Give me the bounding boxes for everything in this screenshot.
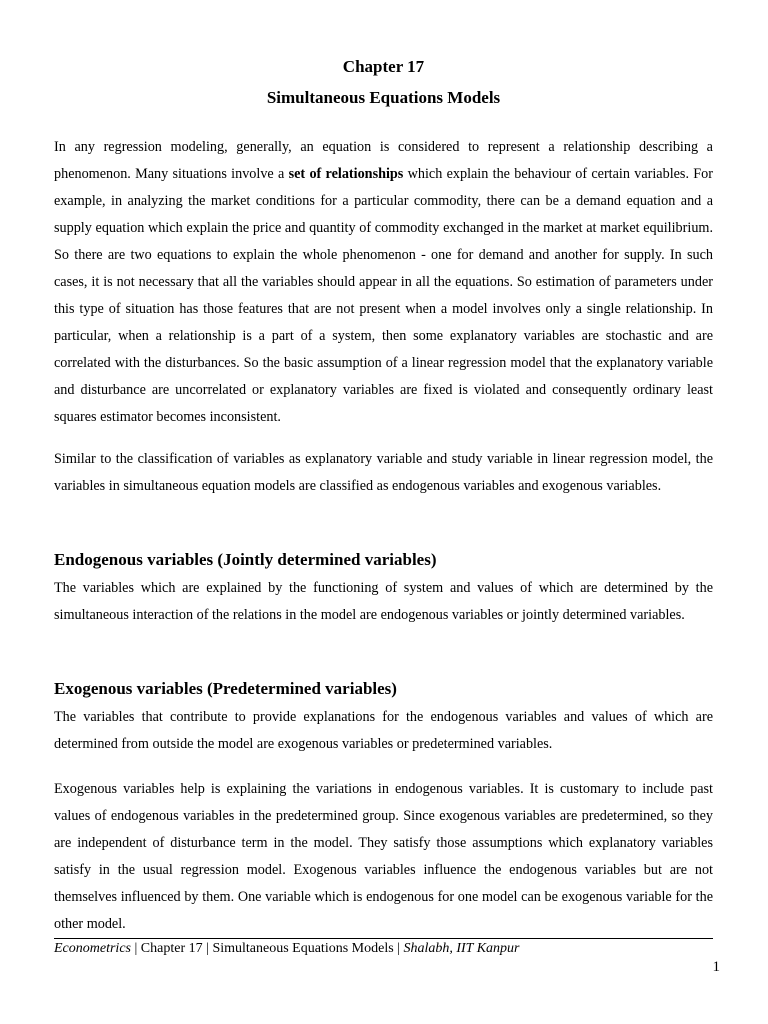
footer-topic: Simultaneous Equations Models: [212, 941, 394, 956]
footer-book: Econometrics: [54, 941, 131, 956]
page-number: 1: [712, 959, 720, 975]
classification-paragraph: Similar to the classification of variables as explanatory variable and study variable in linear regression model, the variables in simultaneous equation models are classified as endogenous variables and exogenous variables.: [54, 451, 713, 494]
intro-bold-term: set of relationships: [288, 166, 404, 182]
intro-text-end: which explain the behaviour of certain variables. For example, in analyzing the market conditions for a particular commodity, there can be a demand equation and a supply equation which explain the price and quantity of commodity exchanged in the market at market equilibrium. So there are two equations to explain the whole phenomenon - one for demand and another for supply. In such cases, it is not necessary that all the variables should appear in all the equations. So estimation of parameters under this type of situation has those features that are not present when a model involves only a single relationship. In particular, when a relationship is a part of a system, then some explanatory variables are stochastic and are correlated with the disturbances. So the basic assumption of a linear regression model that the explanatory variable and disturbance are uncorrelated or explanatory variables are fixed is violated and consequently ordinary least squares estimator becomes inconsistent.: [54, 166, 713, 425]
chapter-label: Chapter 17: [342, 57, 425, 76]
footer-sep-3: |: [393, 941, 404, 956]
chapter-title: Simultaneous Equations Models: [266, 88, 501, 107]
footer-divider: [54, 938, 713, 939]
intro-text-start: In any regression modeling, generally, an equation is considered to represent a relationship describing a phenomenon. Many situations involve a: [54, 139, 713, 182]
exogenous-paragraph: The variables that contribute to provide explanations for the endogenous variables and values of which are determined from outside the model are exogenous variables or predetermined variables.: [54, 709, 713, 752]
footer-author: Shalabh, IIT Kanpur: [403, 941, 520, 956]
endogenous-heading: Endogenous variables (Jointly determined variables): [54, 550, 437, 569]
exogenous-heading: Exogenous variables (Predetermined variables): [54, 679, 397, 698]
footer-sep-1: |: [130, 941, 141, 956]
exogenous-paragraph-2: Exogenous variables help is explaining the variations in endogenous variables. It is customary to include past values of endogenous variables in the predetermined group. Since exogenous variables are predetermined, so they are independent of disturbance term in the model. They satisfy those assumptions which explanatory variables satisfy in the usual regression model. Exogenous variables influence the endogenous variables but are not themselves influenced by them. One variable which is endogenous for one model can be exogenous variable for the other model.: [54, 781, 713, 932]
footer: [54, 940, 520, 958]
footer-chapter: Chapter 17: [140, 941, 203, 956]
endogenous-paragraph: The variables which are explained by the functioning of system and values of which are determined by the simultaneous interaction of the relations in the model are endogenous variables or jointly determined variables.: [54, 580, 713, 623]
intro-paragraph: [54, 134, 713, 431]
footer-sep-2: |: [202, 941, 213, 956]
